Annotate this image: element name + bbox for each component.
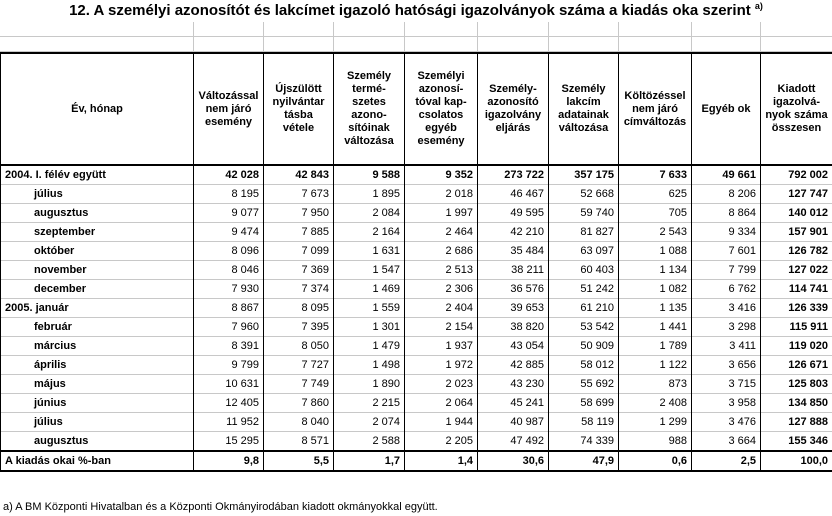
value-cell: 9 799 — [194, 356, 264, 375]
value-cell: 357 175 — [549, 165, 619, 185]
row-label: december — [1, 280, 194, 299]
value-cell: 7 749 — [264, 375, 334, 394]
value-cell: 1 469 — [334, 280, 405, 299]
value-cell: 1 559 — [334, 299, 405, 318]
value-cell: 42 210 — [478, 223, 549, 242]
value-cell: 7 950 — [264, 204, 334, 223]
value-cell: 60 403 — [549, 261, 619, 280]
value-cell: 63 097 — [549, 242, 619, 261]
value-cell: 9 077 — [194, 204, 264, 223]
value-cell: 53 542 — [549, 318, 619, 337]
column-header: Költözéssel nem járó címváltozás — [619, 53, 692, 165]
value-cell: 61 210 — [549, 299, 619, 318]
value-cell: 10 631 — [194, 375, 264, 394]
header-row — [1, 53, 832, 165]
column-header: Személy lakcím adatainak változása — [549, 53, 619, 165]
value-cell: 49 595 — [478, 204, 549, 223]
value-cell: 7 601 — [692, 242, 761, 261]
total-cell: 127 747 — [761, 185, 832, 204]
value-cell: 1 082 — [619, 280, 692, 299]
value-cell: 42 885 — [478, 356, 549, 375]
row-label: március — [1, 337, 194, 356]
column-header: Személy természetes azonosítóinak változása — [334, 53, 405, 165]
footnote: a) A BM Központi Hivatalban és a Központi Okmányirodában kiadott okmányokkal együtt. — [3, 501, 438, 513]
row-label: 2005. január — [1, 299, 194, 318]
gridline — [618, 22, 619, 52]
value-cell: 9 352 — [405, 165, 478, 185]
value-cell: 8 096 — [194, 242, 264, 261]
value-cell: 3 298 — [692, 318, 761, 337]
value-cell: 7 885 — [264, 223, 334, 242]
value-cell: 12 405 — [194, 394, 264, 413]
value-cell: 7 374 — [264, 280, 334, 299]
value-cell: 2 513 — [405, 261, 478, 280]
value-cell: 3 416 — [692, 299, 761, 318]
table-row — [1, 432, 832, 452]
value-cell: 2 408 — [619, 394, 692, 413]
value-cell: 1 122 — [619, 356, 692, 375]
total-cell: 127 888 — [761, 413, 832, 432]
value-cell: 7 727 — [264, 356, 334, 375]
value-cell: 8 095 — [264, 299, 334, 318]
table-row — [1, 375, 832, 394]
gridline — [691, 22, 692, 52]
table-row — [1, 318, 832, 337]
value-cell: 1,7 — [334, 451, 405, 471]
value-cell: 2 215 — [334, 394, 405, 413]
total-cell: 127 022 — [761, 261, 832, 280]
value-cell: 1 135 — [619, 299, 692, 318]
total-cell: 115 911 — [761, 318, 832, 337]
value-cell: 7 673 — [264, 185, 334, 204]
table-row — [1, 185, 832, 204]
value-cell: 7 799 — [692, 261, 761, 280]
value-cell: 1 441 — [619, 318, 692, 337]
table-row — [1, 356, 832, 375]
value-cell: 8 391 — [194, 337, 264, 356]
total-cell: 134 850 — [761, 394, 832, 413]
value-cell: 9 474 — [194, 223, 264, 242]
value-cell: 7 960 — [194, 318, 264, 337]
value-cell: 11 952 — [194, 413, 264, 432]
table-row — [1, 242, 832, 261]
value-cell: 47 492 — [478, 432, 549, 452]
value-cell: 7 369 — [264, 261, 334, 280]
value-cell: 50 909 — [549, 337, 619, 356]
value-cell: 8 050 — [264, 337, 334, 356]
value-cell: 0,6 — [619, 451, 692, 471]
total-cell: 126 339 — [761, 299, 832, 318]
value-cell: 7 633 — [619, 165, 692, 185]
value-cell: 625 — [619, 185, 692, 204]
table-title — [0, 0, 832, 22]
value-cell: 6 762 — [692, 280, 761, 299]
row-label: 2004. I. félév együtt — [1, 165, 194, 185]
gridline — [760, 22, 761, 52]
row-label: július — [1, 413, 194, 432]
table-row — [1, 413, 832, 432]
value-cell: 7 395 — [264, 318, 334, 337]
title-text: 12. A személyi azonosítót és lakcímet igazoló hatósági igazolványok száma a kiadás oka szerint — [69, 2, 751, 19]
table-row — [1, 337, 832, 356]
value-cell: 9,8 — [194, 451, 264, 471]
value-cell: 1 299 — [619, 413, 692, 432]
value-cell: 8 864 — [692, 204, 761, 223]
row-label: augusztus — [1, 204, 194, 223]
column-header: Személyazonosító igazolvány eljárás — [478, 53, 549, 165]
value-cell: 58 699 — [549, 394, 619, 413]
value-cell: 2 686 — [405, 242, 478, 261]
value-cell: 3 958 — [692, 394, 761, 413]
total-cell: 125 803 — [761, 375, 832, 394]
value-cell: 7 930 — [194, 280, 264, 299]
total-cell: 155 346 — [761, 432, 832, 452]
value-cell: 705 — [619, 204, 692, 223]
value-cell: 1 134 — [619, 261, 692, 280]
value-cell: 39 653 — [478, 299, 549, 318]
value-cell: 2 018 — [405, 185, 478, 204]
value-cell: 1 088 — [619, 242, 692, 261]
value-cell: 1 944 — [405, 413, 478, 432]
row-label: július — [1, 185, 194, 204]
value-cell: 35 484 — [478, 242, 549, 261]
value-cell: 2 543 — [619, 223, 692, 242]
column-header: Személyi azonosítóval kapcsolatos egyéb esemény — [405, 53, 478, 165]
value-cell: 1 890 — [334, 375, 405, 394]
row-label: február — [1, 318, 194, 337]
total-cell: 126 782 — [761, 242, 832, 261]
table-row — [1, 204, 832, 223]
table-row — [1, 165, 832, 185]
value-cell: 47,9 — [549, 451, 619, 471]
blank-row — [0, 22, 832, 37]
value-cell: 1,4 — [405, 451, 478, 471]
value-cell: 8 867 — [194, 299, 264, 318]
value-cell: 38 820 — [478, 318, 549, 337]
column-header-period: Év, hónap — [1, 53, 194, 165]
value-cell: 8 046 — [194, 261, 264, 280]
value-cell: 2 164 — [334, 223, 405, 242]
row-label: május — [1, 375, 194, 394]
value-cell: 7 099 — [264, 242, 334, 261]
gridline — [477, 22, 478, 52]
value-cell: 43 230 — [478, 375, 549, 394]
value-cell: 74 339 — [549, 432, 619, 452]
value-cell: 51 242 — [549, 280, 619, 299]
value-cell: 1 631 — [334, 242, 405, 261]
table-row — [1, 261, 832, 280]
column-header: Kiadott igazolványok száma összesen — [761, 53, 832, 165]
value-cell: 2 205 — [405, 432, 478, 452]
value-cell: 38 211 — [478, 261, 549, 280]
value-cell: 1 789 — [619, 337, 692, 356]
value-cell: 2 023 — [405, 375, 478, 394]
gridline — [333, 22, 334, 52]
row-label: szeptember — [1, 223, 194, 242]
value-cell: 1 498 — [334, 356, 405, 375]
table-row — [1, 394, 832, 413]
title-footnote-mark: a) — [754, 1, 763, 11]
value-cell: 2 064 — [405, 394, 478, 413]
value-cell: 2 464 — [405, 223, 478, 242]
value-cell: 49 661 — [692, 165, 761, 185]
value-cell: 2 154 — [405, 318, 478, 337]
value-cell: 873 — [619, 375, 692, 394]
total-cell: 119 020 — [761, 337, 832, 356]
gridline — [193, 22, 194, 52]
total-cell: 157 901 — [761, 223, 832, 242]
value-cell: 52 668 — [549, 185, 619, 204]
value-cell: 46 467 — [478, 185, 549, 204]
value-cell: 81 827 — [549, 223, 619, 242]
value-cell: 2 306 — [405, 280, 478, 299]
value-cell: 58 119 — [549, 413, 619, 432]
spreadsheet-blank-rows — [0, 22, 832, 52]
value-cell: 59 740 — [549, 204, 619, 223]
value-cell: 3 476 — [692, 413, 761, 432]
gridline — [548, 22, 549, 52]
value-cell: 1 997 — [405, 204, 478, 223]
value-cell: 2,5 — [692, 451, 761, 471]
value-cell: 3 411 — [692, 337, 761, 356]
value-cell: 2 084 — [334, 204, 405, 223]
data-table — [0, 52, 832, 472]
row-label: április — [1, 356, 194, 375]
value-cell: 42 028 — [194, 165, 264, 185]
value-cell: 9 334 — [692, 223, 761, 242]
value-cell: 3 715 — [692, 375, 761, 394]
table-body — [1, 165, 832, 471]
value-cell: 1 479 — [334, 337, 405, 356]
value-cell: 988 — [619, 432, 692, 452]
value-cell: 40 987 — [478, 413, 549, 432]
value-cell: 5,5 — [264, 451, 334, 471]
value-cell: 42 843 — [264, 165, 334, 185]
value-cell: 8 195 — [194, 185, 264, 204]
value-cell: 55 692 — [549, 375, 619, 394]
value-cell: 2 074 — [334, 413, 405, 432]
value-cell: 45 241 — [478, 394, 549, 413]
percentage-row — [1, 451, 832, 471]
table-row — [1, 223, 832, 242]
value-cell: 8 571 — [264, 432, 334, 452]
row-label: június — [1, 394, 194, 413]
column-header: Változással nem járó esemény — [194, 53, 264, 165]
value-cell: 3 656 — [692, 356, 761, 375]
total-cell: 126 671 — [761, 356, 832, 375]
table-row — [1, 280, 832, 299]
value-cell: 2 588 — [334, 432, 405, 452]
gridline — [404, 22, 405, 52]
column-header: Egyéb ok — [692, 53, 761, 165]
value-cell: 1 895 — [334, 185, 405, 204]
value-cell: 43 054 — [478, 337, 549, 356]
total-cell: 114 741 — [761, 280, 832, 299]
value-cell: 1 301 — [334, 318, 405, 337]
value-cell: 1 547 — [334, 261, 405, 280]
value-cell: 9 588 — [334, 165, 405, 185]
value-cell: 273 722 — [478, 165, 549, 185]
value-cell: 36 576 — [478, 280, 549, 299]
value-cell: 7 860 — [264, 394, 334, 413]
value-cell: 8 040 — [264, 413, 334, 432]
value-cell: 30,6 — [478, 451, 549, 471]
gridline — [263, 22, 264, 52]
table-row — [1, 299, 832, 318]
row-label: október — [1, 242, 194, 261]
row-label: november — [1, 261, 194, 280]
row-label: augusztus — [1, 432, 194, 452]
value-cell: 1 937 — [405, 337, 478, 356]
row-label: A kiadás okai %-ban — [1, 451, 194, 471]
total-cell: 100,0 — [761, 451, 832, 471]
value-cell: 15 295 — [194, 432, 264, 452]
value-cell: 8 206 — [692, 185, 761, 204]
value-cell: 58 012 — [549, 356, 619, 375]
value-cell: 1 972 — [405, 356, 478, 375]
value-cell: 3 664 — [692, 432, 761, 452]
blank-row — [0, 37, 832, 52]
value-cell: 2 404 — [405, 299, 478, 318]
column-header: Újszülött nyilvántar tásba vétele — [264, 53, 334, 165]
total-cell: 792 002 — [761, 165, 832, 185]
total-cell: 140 012 — [761, 204, 832, 223]
